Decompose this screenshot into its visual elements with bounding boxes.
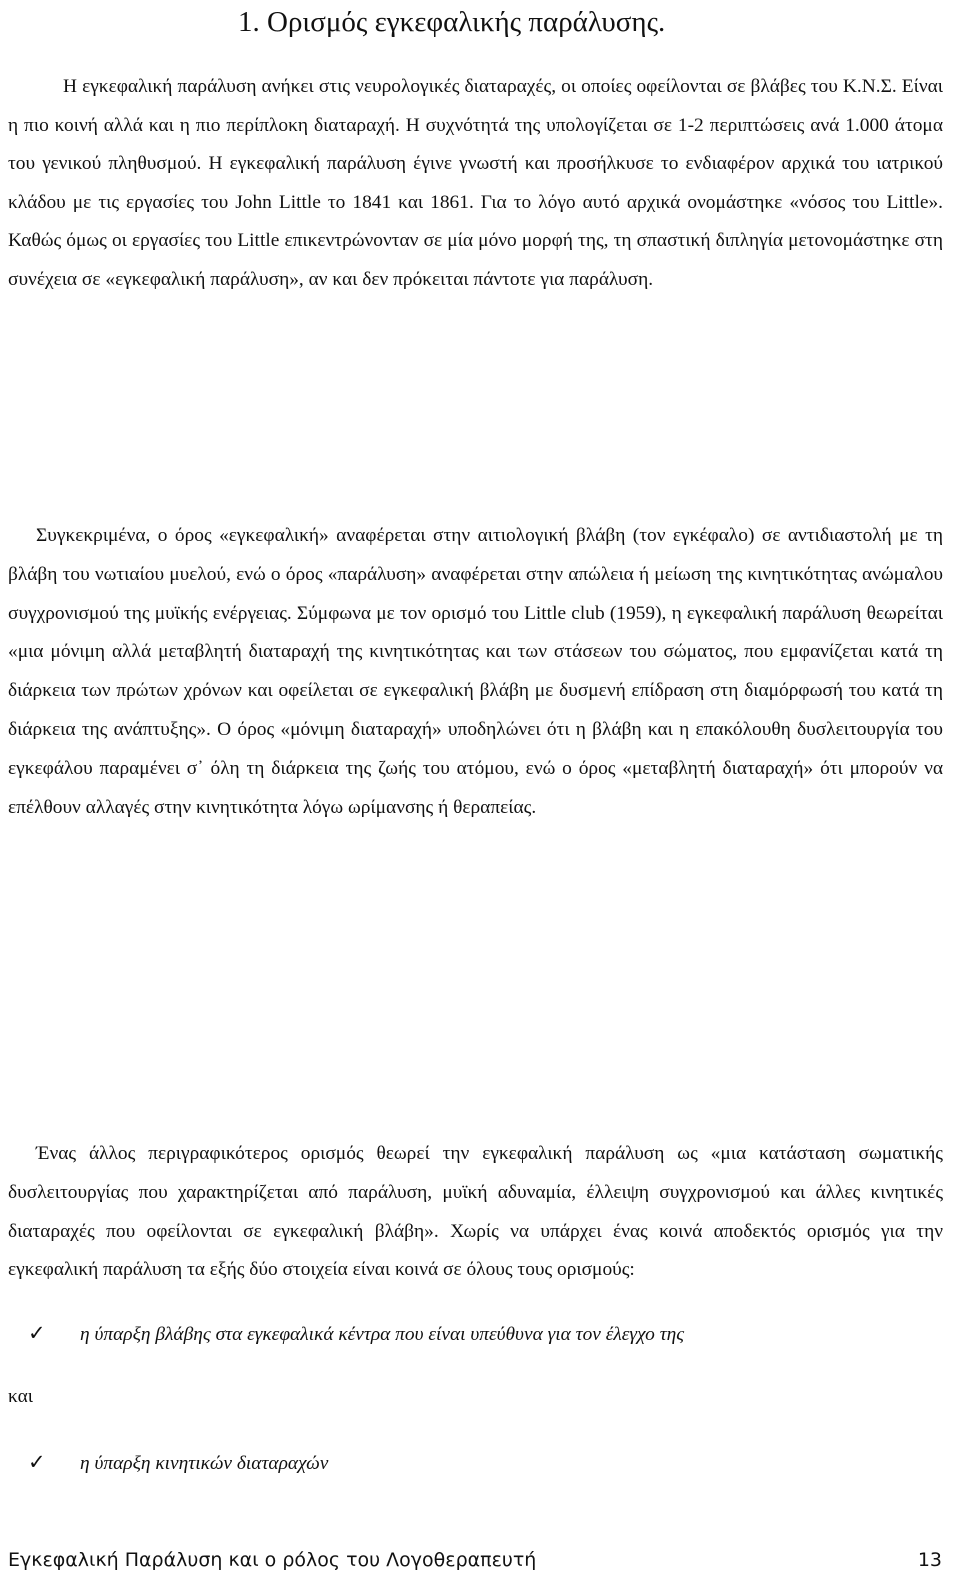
paragraph-3: Ένας άλλος περιγραφικότερος ορισμός θεωρεί την εγκεφαλική παράλυση ως «μια κατάσταση σωματικής δυσλειτουργίας που χαρακτηρίζεται από παράλυση, μυϊκή αδυναμία, έλλειψη συγχρονισμού και άλλες κινητικές διαταραχές που οφείλονται σε εγκεφαλική βλάβη». Χωρίς να υπάρχει ένας κοινά αποδεκτός ορισμός για την εγκεφαλική παράλυση τα εξής δύο στοιχεία είναι κοινά σε όλους τους ορισμούς: [8, 1143, 943, 1281]
footer-divider [8, 1530, 943, 1531]
paragraph-1: Η εγκεφαλική παράλυση ανήκει στις νευρολογικές διαταραχές, οι οποίες οφείλονται σε βλάβες του Κ.Ν.Σ. Είναι η πιο κοινή αλλά και η πιο περίπλοκη διαταραχή. Η συχνότητά της υπολογίζεται σε 1-2 περιπτώσεις ανά 1.000 άτομα του γενικού πληθυσμού. Η εγκεφαλική παράλυση έγινε γνωστή και προσήλκυσε το ενδιαφέρον αρχικά του ιατρικού κλάδου με τις εργασίες του John Little το 1841 και 1861. Για το λόγο αυτό αρχικά ονομάστηκε «νόσος του Little». Καθώς όμως οι εργασίες του Little επικεντρώνονταν σε μία μόνο μορφή της, τη σπαστική διπληγία μετονομάστηκε στη συνέχεια σε «εγκεφαλική παράλυση», αν και δεν πρόκειται πάντοτε για παράλυση. [8, 76, 943, 290]
page-number: 13 [917, 1549, 942, 1571]
checkmark-icon: ✓ [28, 1321, 46, 1345]
paragraph-2: Συγκεκριμένα, ο όρος «εγκεφαλική» αναφέρεται στην αιτιολογική βλάβη (τον εγκέφαλο) σε αντιδιαστολή με τη βλάβη του νωτιαίου μυελού, ενώ ο όρος «παράλυση» αναφέρεται στην απώλεια ή μείωση της κινητικότητας ανώμαλου συγχρονισμού της μυϊκής ενέργειας. Σύμφωνα με τον ορισμό του Little club (1959), η εγκεφαλική παράλυση θεωρείται «μια μόνιμη αλλά μεταβλητή διαταραχή της κινητικότητας και των στάσεων του σώματος, που εμφανίζεται κατά τη διάρκεια των πρώτων χρόνων και οφείλεται σε εγκεφαλική βλάβη με δυσμενή επίδραση στη διαμόρφωσή του κατά τη διάρκεια της ανάπτυξης». Ο όρος «μόνιμη διαταραχή» υποδηλώνει ότι η βλάβη και η επακόλουθη δυσλειτουργία του εγκεφάλου παραμένει σ᾽ όλη τη διάρκεια της ζωής του ατόμου, ενώ ο όρος «μεταβλητή διαταραχή» ότι μπορούν να επέλθουν αλλαγές στην κινητικότητα λόγω ωρίμανσης ή θεραπείας. [8, 525, 943, 818]
checklist-item-text: η ύπαρξη κινητικών διαταραχών [80, 1453, 329, 1474]
conjunction-text: και [8, 1386, 33, 1407]
checklist-item-1 [28, 1318, 684, 1350]
checkmark-icon: ✓ [28, 1450, 46, 1474]
section-heading: 1. Ορισμός εγκεφαλικής παράλυσης. [238, 6, 666, 38]
checklist-item-text: η ύπαρξη βλάβης στα εγκεφαλικά κέντρα που είναι υπεύθυνα για τον έλεγχο της [80, 1324, 685, 1345]
footer-title: Εγκεφαλική Παράλυση και ο ρόλος του Λογοθεραπευτή [8, 1549, 537, 1571]
checklist-item-2 [28, 1447, 328, 1479]
